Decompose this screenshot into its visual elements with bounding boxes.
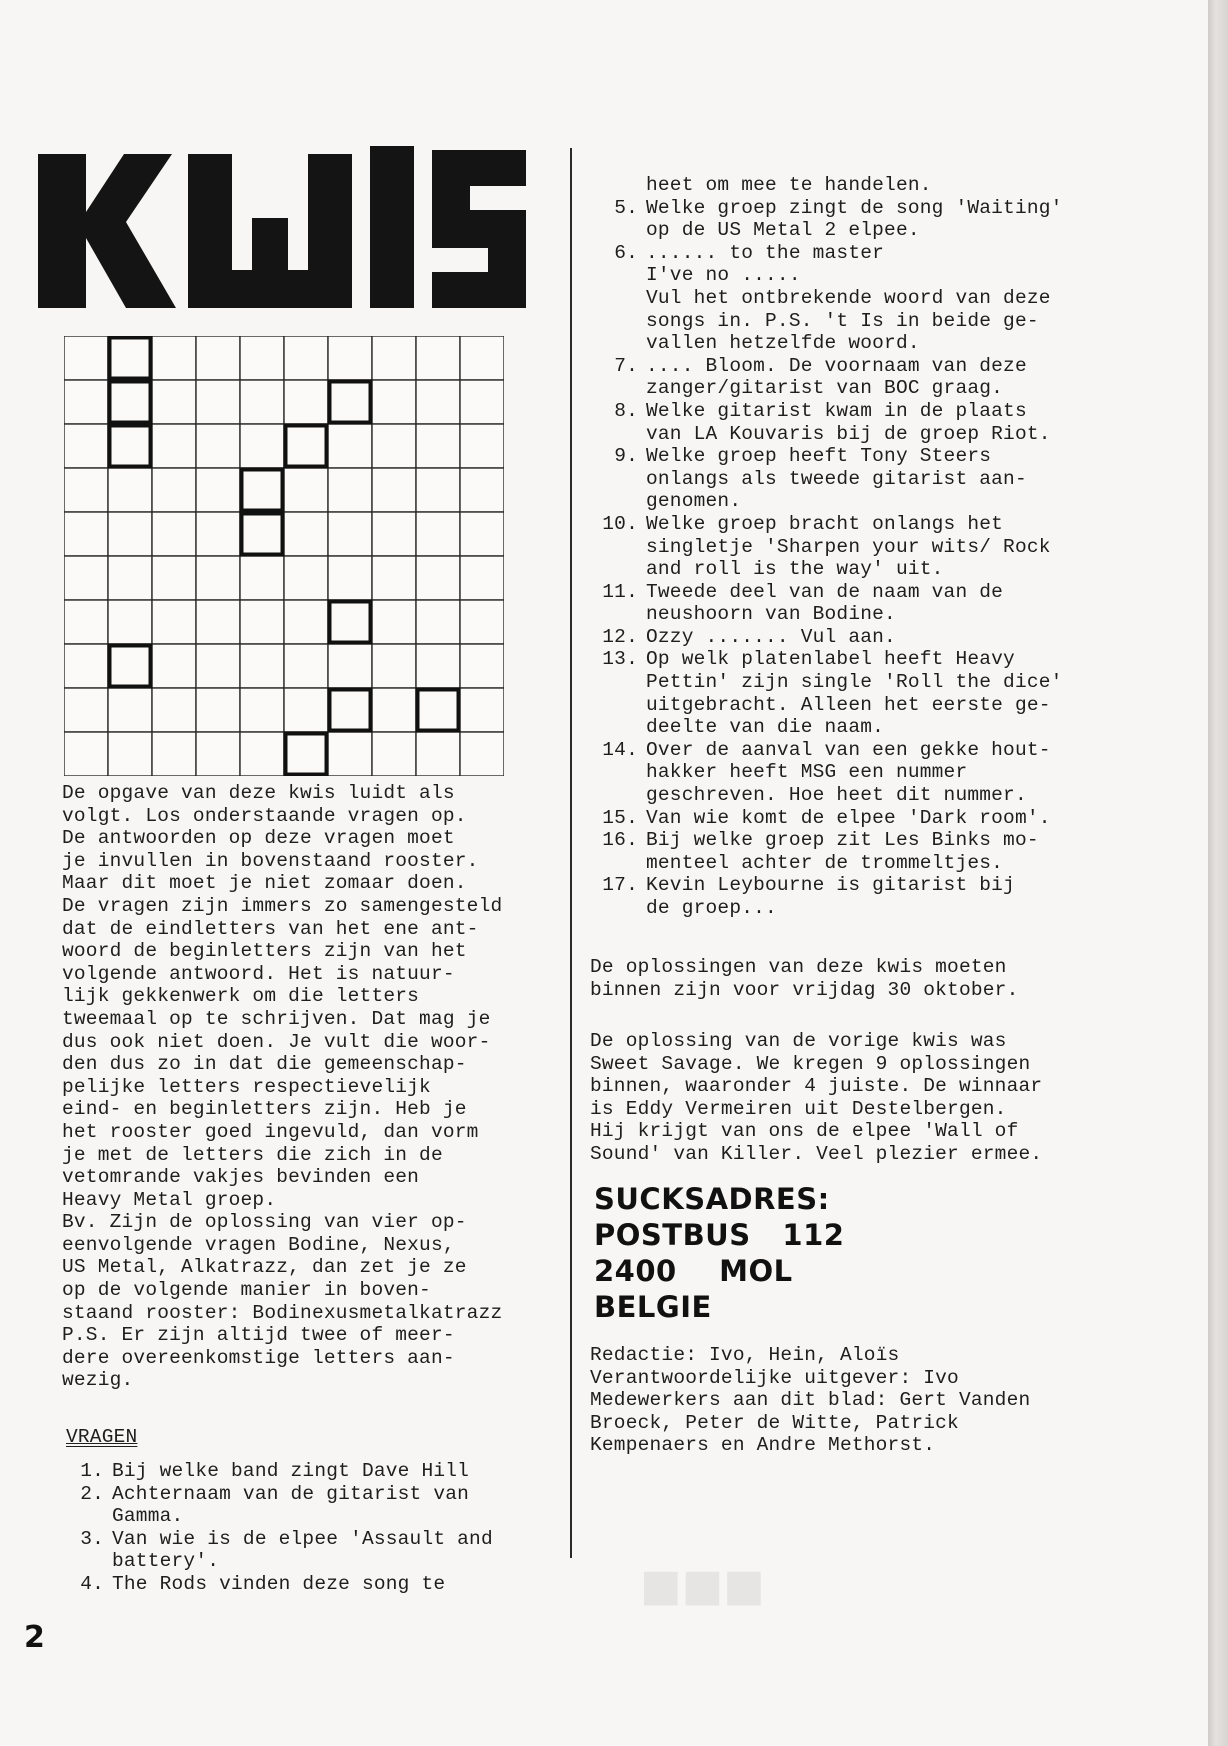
grid-cell[interactable]	[152, 688, 196, 732]
question-number	[582, 897, 646, 920]
intro-line: Bv. Zijn de oplossing van vier op-	[62, 1211, 467, 1234]
question-text: deelte van die naam.	[646, 716, 885, 739]
question-line	[582, 626, 1102, 649]
question-text: menteel achter de trommeltjes.	[646, 851, 1004, 874]
grid-cell[interactable]	[240, 556, 284, 600]
question-number	[582, 603, 646, 626]
grid-cell[interactable]	[152, 424, 196, 468]
grid-cell[interactable]	[108, 380, 152, 424]
question-text: zanger/gitarist van BOC graag.	[646, 377, 1004, 400]
grid-cell[interactable]	[64, 380, 108, 424]
previous-line: Hij krijgt van ons de elpee 'Wall of	[590, 1120, 1019, 1143]
grid-cell[interactable]	[152, 600, 196, 644]
question-text: Van wie komt de elpee 'Dark room'.	[646, 806, 1051, 829]
question-text: Op welk platenlabel heeft Heavy	[646, 648, 1015, 671]
question-text: Bij welke band zingt Dave Hill	[112, 1460, 470, 1482]
grid-cell[interactable]	[240, 380, 284, 424]
grid-cell[interactable]	[240, 336, 284, 380]
intro-line: Maar dit moet je niet zomaar doen.	[62, 872, 467, 895]
grid-cell[interactable]	[64, 336, 108, 380]
grid-cell[interactable]	[328, 556, 372, 600]
question-list-right	[582, 174, 1102, 920]
question-line	[582, 874, 1102, 897]
intro-line: wezig.	[62, 1369, 134, 1392]
grid-cell[interactable]	[108, 688, 152, 732]
grid-cell[interactable]	[372, 424, 416, 468]
question-text: geschreven. Hoe heet dit nummer.	[646, 784, 1027, 807]
previous-line: binnen, waaronder 4 juiste. De winnaar	[590, 1075, 1043, 1098]
question-text: neushoorn van Bodine.	[646, 603, 896, 626]
grid-cell[interactable]	[196, 644, 240, 688]
grid-cell[interactable]	[64, 512, 108, 556]
previous-line: Sound' van Killer. Veel plezier ermee.	[590, 1142, 1043, 1165]
question-number	[582, 536, 646, 559]
grid-cell[interactable]	[152, 380, 196, 424]
grid-cell[interactable]	[240, 468, 284, 512]
grid-cell[interactable]	[328, 732, 372, 776]
crossword-grid	[64, 336, 504, 776]
grid-cell[interactable]	[416, 424, 460, 468]
grid-cell[interactable]	[284, 556, 328, 600]
grid-cell[interactable]	[108, 468, 152, 512]
grid-cell[interactable]	[108, 644, 152, 688]
grid-cell[interactable]	[416, 688, 460, 732]
question-line	[582, 264, 1102, 287]
credits-line: Kempenaers en Andre Methorst.	[590, 1434, 936, 1457]
grid-cell[interactable]	[460, 424, 504, 468]
grid-cell[interactable]	[328, 424, 372, 468]
question-number	[582, 761, 646, 784]
question-number: 17.	[602, 874, 638, 897]
address-line-3: BELGIE	[594, 1290, 712, 1324]
grid-cell[interactable]	[64, 556, 108, 600]
grid-cell[interactable]	[108, 732, 152, 776]
grid-cell[interactable]	[416, 644, 460, 688]
question-line	[582, 694, 1102, 717]
question-text: Bij welke groep zit Les Binks mo-	[646, 829, 1039, 852]
intro-line: volgt. Los onderstaande vragen op.	[62, 804, 467, 827]
question-text: Welke groep zingt de song 'Waiting'	[646, 196, 1063, 219]
question-text: vallen hetzelfde woord.	[646, 332, 920, 355]
grid-cell[interactable]	[196, 600, 240, 644]
grid-cell[interactable]	[284, 336, 328, 380]
grid-cell[interactable]	[64, 644, 108, 688]
credits-line: Broeck, Peter de Witte, Patrick	[590, 1411, 959, 1434]
grid-cell[interactable]	[196, 556, 240, 600]
grid-cell[interactable]	[328, 468, 372, 512]
question-number	[582, 716, 646, 739]
question-number: 11.	[602, 580, 638, 603]
intro-line: US Metal, Alkatrazz, dan zet je ze	[62, 1256, 467, 1279]
question-line	[582, 648, 1102, 671]
question-text: singletje 'Sharpen your wits/ Rock	[646, 535, 1051, 558]
grid-cell[interactable]	[328, 688, 372, 732]
question-line	[582, 423, 1102, 446]
question-number	[62, 1505, 112, 1528]
grid-cell[interactable]	[240, 512, 284, 556]
question-line	[582, 581, 1102, 604]
credits-line: Medewerkers aan dit blad: Gert Vanden	[590, 1389, 1031, 1412]
grid-cell[interactable]	[64, 424, 108, 468]
question-number	[582, 332, 646, 355]
question-number	[582, 490, 646, 513]
question-text: Kevin Leybourne is gitarist bij	[646, 874, 1015, 897]
question-text: Van wie is de elpee 'Assault and	[112, 1527, 493, 1550]
intro-line: volgende antwoord. Het is natuur-	[62, 962, 455, 985]
grid-cell[interactable]	[460, 512, 504, 556]
question-number	[582, 671, 646, 694]
question-text: I've no .....	[646, 264, 801, 287]
deadline-line: De oplossingen van deze kwis moeten	[590, 956, 1007, 978]
question-text: heet om mee te handelen.	[646, 174, 932, 196]
question-line	[582, 716, 1102, 739]
intro-line: je invullen in bovenstaand rooster.	[62, 849, 479, 872]
grid-cell[interactable]	[460, 468, 504, 512]
question-text: Welke groep heeft Tony Steers	[646, 445, 992, 468]
question-text: .... Bloom. De voornaam van deze	[646, 354, 1027, 377]
question-text: Tweede deel van de naam van de	[646, 580, 1004, 603]
intro-line: pelijke letters respectievelijk	[62, 1075, 431, 1098]
question-text: hakker heeft MSG een nummer	[646, 761, 968, 784]
question-number	[582, 219, 646, 242]
question-line	[62, 1573, 562, 1596]
question-line	[582, 558, 1102, 581]
question-number	[582, 310, 646, 333]
question-line	[582, 242, 1102, 265]
grid-cell[interactable]	[196, 468, 240, 512]
intro-line: den dus zo in dat die gemeenschap-	[62, 1053, 467, 1076]
question-text: The Rods vinden deze song te	[112, 1572, 446, 1595]
question-text: uitgebracht. Alleen het eerste ge-	[646, 693, 1051, 716]
grid-cell[interactable]	[372, 644, 416, 688]
question-line	[582, 174, 1102, 197]
question-number: 12.	[602, 625, 638, 648]
intro-line: eind- en beginletters zijn. Heb je	[62, 1098, 467, 1121]
intro-line: woord de beginletters zijn van het	[62, 940, 467, 963]
grid-cell[interactable]	[152, 512, 196, 556]
question-text: ...... to the master	[646, 241, 885, 264]
grid-cell[interactable]	[284, 732, 328, 776]
grid-cell[interactable]	[284, 468, 328, 512]
question-number: 6.	[614, 241, 638, 264]
intro-line: eenvolgende vragen Bodine, Nexus,	[62, 1233, 455, 1256]
grid-cell[interactable]	[152, 644, 196, 688]
intro-line: het rooster goed ingevuld, dan vorm	[62, 1120, 479, 1143]
question-text: Pettin' zijn single 'Roll the dice'	[646, 671, 1063, 694]
question-line	[582, 219, 1102, 242]
bleed-through: ■■■	[640, 1560, 765, 1611]
grid-cell[interactable]	[416, 512, 460, 556]
grid-cell[interactable]	[284, 512, 328, 556]
grid-cell[interactable]	[196, 424, 240, 468]
question-line	[582, 739, 1102, 762]
credits-line: Redactie: Ivo, Hein, Aloïs	[590, 1344, 900, 1366]
question-number: 16.	[602, 829, 638, 852]
question-number: 7.	[614, 354, 638, 377]
grid-cell[interactable]	[108, 336, 152, 380]
previous-result-text	[590, 1030, 1042, 1166]
grid-cell[interactable]	[64, 688, 108, 732]
question-text: de groep...	[646, 897, 777, 919]
grid-cell[interactable]	[152, 468, 196, 512]
intro-line: tweemaal op te schrijven. Dat mag je	[62, 1007, 491, 1030]
grid-cell[interactable]	[240, 732, 284, 776]
grid-cell[interactable]	[328, 336, 372, 380]
grid-cell[interactable]	[372, 732, 416, 776]
question-line	[582, 355, 1102, 378]
grid-cell[interactable]	[108, 600, 152, 644]
question-number	[582, 377, 646, 400]
question-list-left	[62, 1460, 562, 1596]
grid-cell[interactable]	[196, 512, 240, 556]
grid-cell[interactable]	[328, 512, 372, 556]
question-number	[582, 558, 646, 581]
question-number	[582, 287, 646, 310]
grid-cell[interactable]	[240, 424, 284, 468]
grid-cell[interactable]	[240, 688, 284, 732]
question-line	[62, 1483, 562, 1506]
kwis-logo	[38, 140, 538, 316]
grid-cell[interactable]	[460, 644, 504, 688]
question-line	[582, 400, 1102, 423]
question-line	[582, 310, 1102, 333]
question-text: onlangs als tweede gitarist aan-	[646, 467, 1027, 490]
grid-cell[interactable]	[372, 556, 416, 600]
question-number	[582, 423, 646, 446]
grid-cell[interactable]	[284, 600, 328, 644]
question-text: songs in. P.S. 't Is in beide ge-	[646, 309, 1039, 332]
grid-cell[interactable]	[372, 688, 416, 732]
question-line	[582, 332, 1102, 355]
intro-line: lijk gekkenwerk om die letters	[62, 985, 420, 1008]
deadline-line: binnen zijn voor vrijdag 30 oktober.	[590, 978, 1019, 1001]
grid-cell[interactable]	[64, 600, 108, 644]
question-line	[582, 287, 1102, 310]
question-number	[582, 264, 646, 287]
question-line	[62, 1550, 562, 1573]
credits-line: Verantwoordelijke uitgever: Ivo	[590, 1366, 959, 1389]
question-line	[62, 1460, 562, 1483]
grid-cell[interactable]	[196, 732, 240, 776]
address-line-2: 2400 MOL	[594, 1254, 793, 1288]
grid-cell[interactable]	[372, 468, 416, 512]
grid-cell[interactable]	[284, 688, 328, 732]
question-number	[62, 1550, 112, 1573]
intro-line: dus ook niet doen. Je vult die woor-	[62, 1030, 491, 1053]
question-text: op de US Metal 2 elpee.	[646, 219, 920, 242]
question-number: 13.	[602, 648, 638, 671]
question-number	[582, 174, 646, 197]
grid-cell[interactable]	[416, 336, 460, 380]
question-line	[582, 852, 1102, 875]
grid-cell[interactable]	[372, 380, 416, 424]
grid-cell[interactable]	[284, 424, 328, 468]
question-line	[582, 603, 1102, 626]
grid-cell[interactable]	[284, 644, 328, 688]
grid-cell[interactable]	[328, 600, 372, 644]
grid-cell[interactable]	[240, 600, 284, 644]
question-line	[582, 829, 1102, 852]
intro-line: dat de eindletters van het ene ant-	[62, 917, 479, 940]
grid-cell[interactable]	[240, 644, 284, 688]
grid-cell[interactable]	[196, 688, 240, 732]
grid-cell[interactable]	[372, 512, 416, 556]
question-line	[582, 897, 1102, 920]
intro-line: De vragen zijn immers zo samengesteld	[62, 894, 503, 917]
vragen-heading: VRAGEN	[66, 1426, 138, 1448]
question-text: genomen.	[646, 490, 742, 513]
previous-line: Sweet Savage. We kregen 9 oplossingen	[590, 1052, 1031, 1075]
grid-cell[interactable]	[108, 424, 152, 468]
grid-cell[interactable]	[152, 336, 196, 380]
intro-line: op de volgende manier in boven-	[62, 1279, 431, 1302]
question-line	[582, 197, 1102, 220]
question-line	[582, 513, 1102, 536]
question-text: and roll is the way' uit.	[646, 558, 944, 581]
grid-cell[interactable]	[152, 556, 196, 600]
page-number: 2	[24, 1620, 45, 1655]
page-edge	[1208, 0, 1228, 1746]
grid-cell[interactable]	[196, 336, 240, 380]
question-number: 9.	[614, 445, 638, 468]
grid-cell[interactable]	[64, 732, 108, 776]
question-line	[582, 761, 1102, 784]
question-number: 10.	[602, 512, 638, 535]
grid-cell[interactable]	[416, 600, 460, 644]
question-number: 15.	[602, 806, 638, 829]
intro-line: staand rooster: Bodinexusmetalkatrazz	[62, 1301, 503, 1324]
grid-cell[interactable]	[64, 468, 108, 512]
previous-line: is Eddy Vermeiren uit Destelbergen.	[590, 1097, 1007, 1120]
question-line	[582, 671, 1102, 694]
question-text: Welke groep bracht onlangs het	[646, 512, 1004, 535]
question-text: Achternaam van de gitarist van	[112, 1482, 470, 1505]
question-number: 2.	[80, 1482, 104, 1505]
question-number: 3.	[80, 1527, 104, 1550]
question-line	[582, 536, 1102, 559]
question-line	[582, 468, 1102, 491]
question-number: 5.	[614, 196, 638, 219]
intro-line: dere overeenkomstige letters aan-	[62, 1346, 455, 1369]
question-text: Gamma.	[112, 1505, 184, 1528]
question-number	[582, 694, 646, 717]
question-number: 14.	[602, 738, 638, 761]
grid-cell[interactable]	[284, 380, 328, 424]
grid-cell[interactable]	[372, 600, 416, 644]
grid-cell[interactable]	[460, 556, 504, 600]
question-text: van LA Kouvaris bij de groep Riot.	[646, 422, 1051, 445]
question-line	[582, 445, 1102, 468]
question-number: 1.	[80, 1460, 104, 1482]
grid-cell[interactable]	[416, 732, 460, 776]
grid-cell[interactable]	[416, 556, 460, 600]
grid-cell[interactable]	[196, 380, 240, 424]
deadline-text	[590, 956, 1018, 1001]
grid-cell[interactable]	[460, 380, 504, 424]
question-number	[582, 784, 646, 807]
question-number	[582, 468, 646, 491]
question-line	[62, 1505, 562, 1528]
intro-line: Heavy Metal groep.	[62, 1188, 277, 1211]
grid-cell[interactable]	[460, 732, 504, 776]
question-text: Over de aanval van een gekke hout-	[646, 738, 1051, 761]
question-text: Welke gitarist kwam in de plaats	[646, 399, 1027, 422]
question-line	[582, 807, 1102, 830]
grid-cell[interactable]	[108, 512, 152, 556]
grid-cell[interactable]	[460, 688, 504, 732]
intro-line: De antwoorden op deze vragen moet	[62, 827, 455, 850]
address-line-1: POSTBUS 112	[594, 1218, 845, 1252]
grid-cell[interactable]	[328, 380, 372, 424]
question-text: Ozzy ....... Vul aan.	[646, 625, 896, 648]
question-line	[582, 490, 1102, 513]
intro-line: P.S. Er zijn altijd twee of meer-	[62, 1324, 455, 1347]
grid-cell[interactable]	[372, 336, 416, 380]
grid-cell[interactable]	[108, 556, 152, 600]
previous-line: De oplossing van de vorige kwis was	[590, 1030, 1007, 1052]
question-number	[582, 852, 646, 875]
question-text: Vul het ontbrekende woord van deze	[646, 286, 1051, 309]
question-text: battery'.	[112, 1550, 220, 1573]
question-line	[582, 377, 1102, 400]
question-line	[62, 1528, 562, 1551]
grid-cell[interactable]	[416, 468, 460, 512]
grid-cell[interactable]	[460, 336, 504, 380]
instructions-text	[62, 782, 572, 1392]
grid-cell[interactable]	[460, 600, 504, 644]
intro-line: je met de letters die zich in de	[62, 1143, 443, 1166]
credits-text	[590, 1344, 1030, 1457]
question-number: 4.	[80, 1572, 104, 1595]
grid-cell[interactable]	[416, 380, 460, 424]
grid-cell[interactable]	[328, 644, 372, 688]
question-line	[582, 784, 1102, 807]
intro-line: De opgave van deze kwis luidt als	[62, 782, 455, 804]
grid-cell[interactable]	[152, 732, 196, 776]
address-heading: SUCKSADRES:	[594, 1182, 830, 1216]
intro-line: vetomrande vakjes bevinden een	[62, 1166, 420, 1189]
question-number: 8.	[614, 399, 638, 422]
